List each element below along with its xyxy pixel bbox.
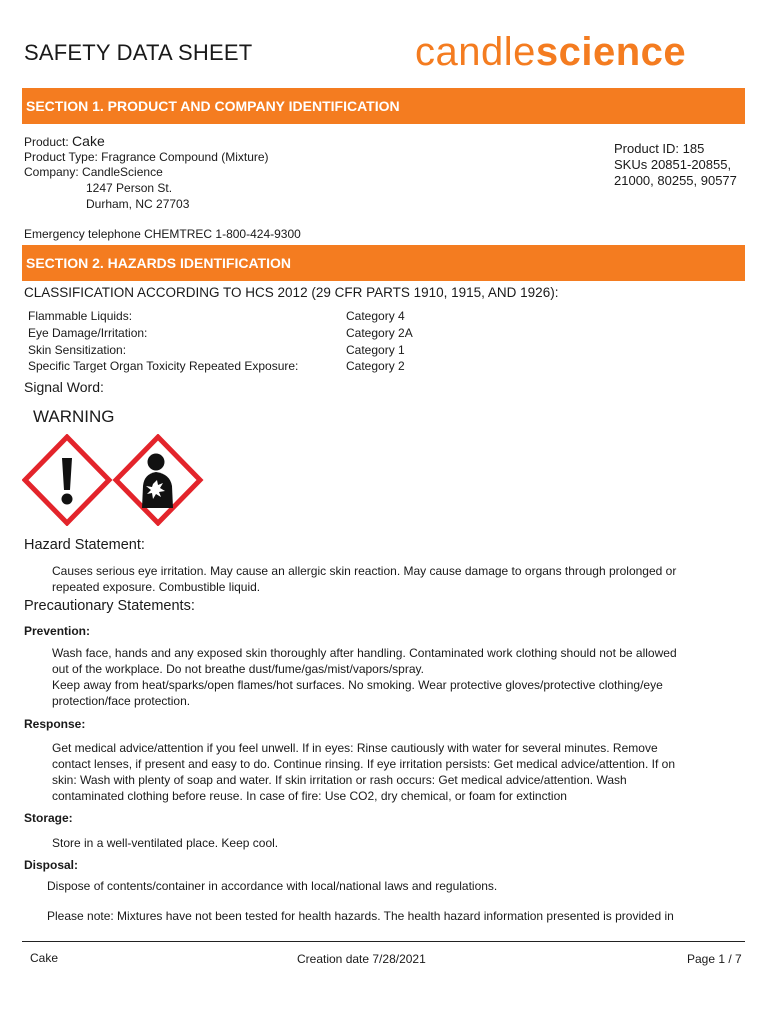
footer-divider: [22, 941, 745, 942]
product-label: Product:: [24, 135, 69, 149]
hazard-statement-line: Causes serious eye irritation. May cause an allergic skin reaction. May cause damage to organs through prolonged or: [52, 564, 677, 578]
prevention-line: Wash face, hands and any exposed skin thoroughly after handling. Contaminated work clothing should not be allowed: [52, 646, 677, 660]
hazard-class-name: Specific Target Organ Toxicity Repeated Exposure:: [28, 359, 299, 373]
hazard-class-name: Skin Sensitization:: [28, 343, 127, 357]
response-line: skin: Wash with plenty of soap and water. If skin irritation or rash occurs: Get medical advice/attention. Wash: [52, 773, 627, 787]
product-name: Cake: [72, 133, 105, 149]
document-title: SAFETY DATA SHEET: [24, 40, 253, 65]
health-hazard-icon: [116, 437, 200, 523]
hazard-category: Category 1: [346, 343, 405, 357]
hazard-statement-line: repeated exposure. Combustible liquid.: [52, 580, 261, 594]
storage-label: Storage:: [24, 811, 73, 825]
section-1-header: SECTION 1. PRODUCT AND COMPANY IDENTIFICATION: [22, 88, 745, 124]
response-label: Response:: [24, 717, 86, 731]
skus-line2: 21000, 80255, 90577: [614, 173, 737, 188]
hazard-class-name: Eye Damage/Irritation:: [28, 326, 148, 340]
prevention-line: protection/face protection.: [52, 694, 191, 708]
response-line: Get medical advice/attention if you feel unwell. If in eyes: Rinse cautiously with water for several minutes. Remove: [52, 741, 658, 755]
disposal-label: Disposal:: [24, 858, 79, 872]
logo-light-text: candle: [415, 30, 536, 74]
prevention-line: Keep away from heat/sparks/open flames/hot surfaces. No smoking. Wear protective gloves/protective clothing/eye: [52, 678, 663, 692]
precautionary-statements-label: Precautionary Statements:: [24, 598, 195, 614]
hazard-category: Category 4: [346, 309, 405, 323]
hazard-class-name: Flammable Liquids:: [28, 309, 133, 323]
section-2-header: SECTION 2. HAZARDS IDENTIFICATION: [22, 245, 745, 281]
signal-word: WARNING: [33, 407, 115, 426]
exclamation-mark-icon: [25, 437, 109, 523]
company-address-line2: Durham, NC 27703: [86, 197, 190, 211]
response-line: contaminated clothing before reuse. In case of fire: Use CO2, dry chemical, or foam for extinction: [52, 789, 567, 803]
classification-heading: CLASSIFICATION ACCORDING TO HCS 2012 (29 CFR PARTS 1910, 1915, AND 1926):: [24, 285, 559, 300]
signal-word-label: Signal Word:: [24, 379, 104, 395]
company-address-line1: 1247 Person St.: [86, 181, 173, 195]
response-line: contact lenses, if present and easy to do. Continue rinsing. If eye irritation persists: Get medical advice/attention. If on: [52, 757, 675, 771]
disposal-text: Dispose of contents/container in accordance with local/national laws and regulations.: [47, 879, 498, 893]
hazard-category: Category 2A: [346, 326, 413, 340]
company-name: Company: CandleScience: [24, 165, 163, 179]
footer-creation-date: Creation date 7/28/2021: [297, 952, 426, 966]
hazard-category: Category 2: [346, 359, 405, 373]
skus-line1: SKUs 20851-20855,: [614, 157, 732, 172]
storage-text: Store in a well-ventilated place. Keep cool.: [52, 836, 279, 850]
product-id: Product ID: 185: [614, 141, 705, 156]
product-type: Product Type: Fragrance Compound (Mixture): [24, 150, 269, 164]
footer-page-number: Page 1 / 7: [687, 952, 742, 966]
footer-product: Cake: [30, 951, 59, 965]
prevention-line: out of the workplace. Do not breathe dust/fume/gas/mist/vapors/spray.: [52, 662, 424, 676]
prevention-label: Prevention:: [24, 624, 91, 638]
logo-bold-text: science: [535, 30, 687, 74]
ghs-pictograms: [22, 434, 204, 526]
mixture-note: Please note: Mixtures have not been tested for health hazards. The health hazard information presented is provided in: [47, 909, 674, 923]
candlescience-logo: [415, 30, 686, 75]
hazard-statement-label: Hazard Statement:: [24, 537, 145, 553]
product-line: [24, 133, 105, 150]
emergency-telephone: Emergency telephone CHEMTREC 1-800-424-9300: [24, 227, 301, 241]
